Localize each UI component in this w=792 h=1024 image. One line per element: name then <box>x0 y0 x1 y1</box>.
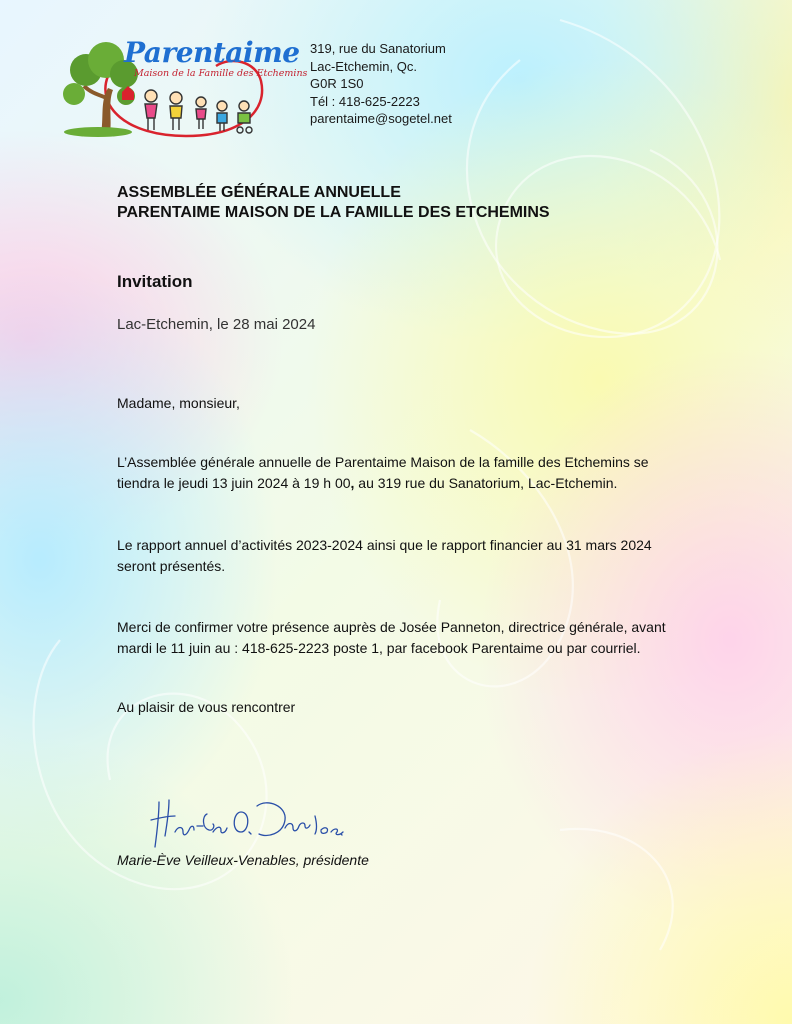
paragraph-reports-line-2: seront présentés. <box>117 558 226 574</box>
logo-brand: Parentaime <box>124 36 300 69</box>
address-city: Lac-Etchemin, Qc. <box>310 58 417 74</box>
paragraph-meeting-line-1: L’Assemblée générale annuelle de Parentaime Maison de la famille des Etchemins se <box>117 454 649 470</box>
paragraph-meeting <box>117 452 677 494</box>
subtitle: Invitation <box>117 272 193 291</box>
address-street: 319, rue du Sanatorium <box>310 41 446 56</box>
paragraph-rsvp-line-2: mardi le 11 juin au : 418-625-2223 poste 1, par facebook Parentaime ou par courriel. <box>117 640 641 656</box>
paragraph-rsvp-line-1: Merci de confirmer votre présence auprès de Josée Panneton, directrice générale, avant <box>117 619 666 635</box>
closing-line: Au plaisir de vous rencontrer <box>117 699 296 715</box>
paragraph-reports-line-1: Le rapport annuel d’activités 2023-2024 ainsi que le rapport financier au 31 mars 2024 <box>117 537 652 553</box>
title-line-2: PARENTAIME MAISON DE LA FAMILLE DES ETCHEMINS <box>117 204 550 221</box>
document-title <box>117 183 550 223</box>
address-phone: Tél : 418-625-2223 <box>310 93 420 109</box>
paragraph-rsvp <box>117 617 677 659</box>
signer-name: Marie-Ève Veilleux-Venables, présidente <box>117 852 369 868</box>
logo-tagline: Maison de la Famille des Etchemins <box>134 68 308 79</box>
paragraph-reports <box>117 535 677 577</box>
paragraph-meeting-line-2 <box>117 473 677 494</box>
handwritten-signature <box>145 792 350 852</box>
meeting-time-text: tiendra le jeudi 13 juin 2024 à 19 h 00 <box>117 475 351 491</box>
address-postal: G0R 1S0 <box>310 76 364 91</box>
place-date: Lac-Etchemin, le 28 mai 2024 <box>117 316 316 333</box>
address-email[interactable]: parentaime@sogetel.net <box>310 111 452 126</box>
address-block <box>310 40 452 128</box>
salutation: Madame, monsieur, <box>117 395 240 411</box>
title-line-1: ASSEMBLÉE GÉNÉRALE ANNUELLE <box>117 184 401 201</box>
meeting-place-text: au 319 rue du Sanatorium, Lac-Etchemin. <box>354 475 618 491</box>
bold-comma: , <box>350 475 355 491</box>
